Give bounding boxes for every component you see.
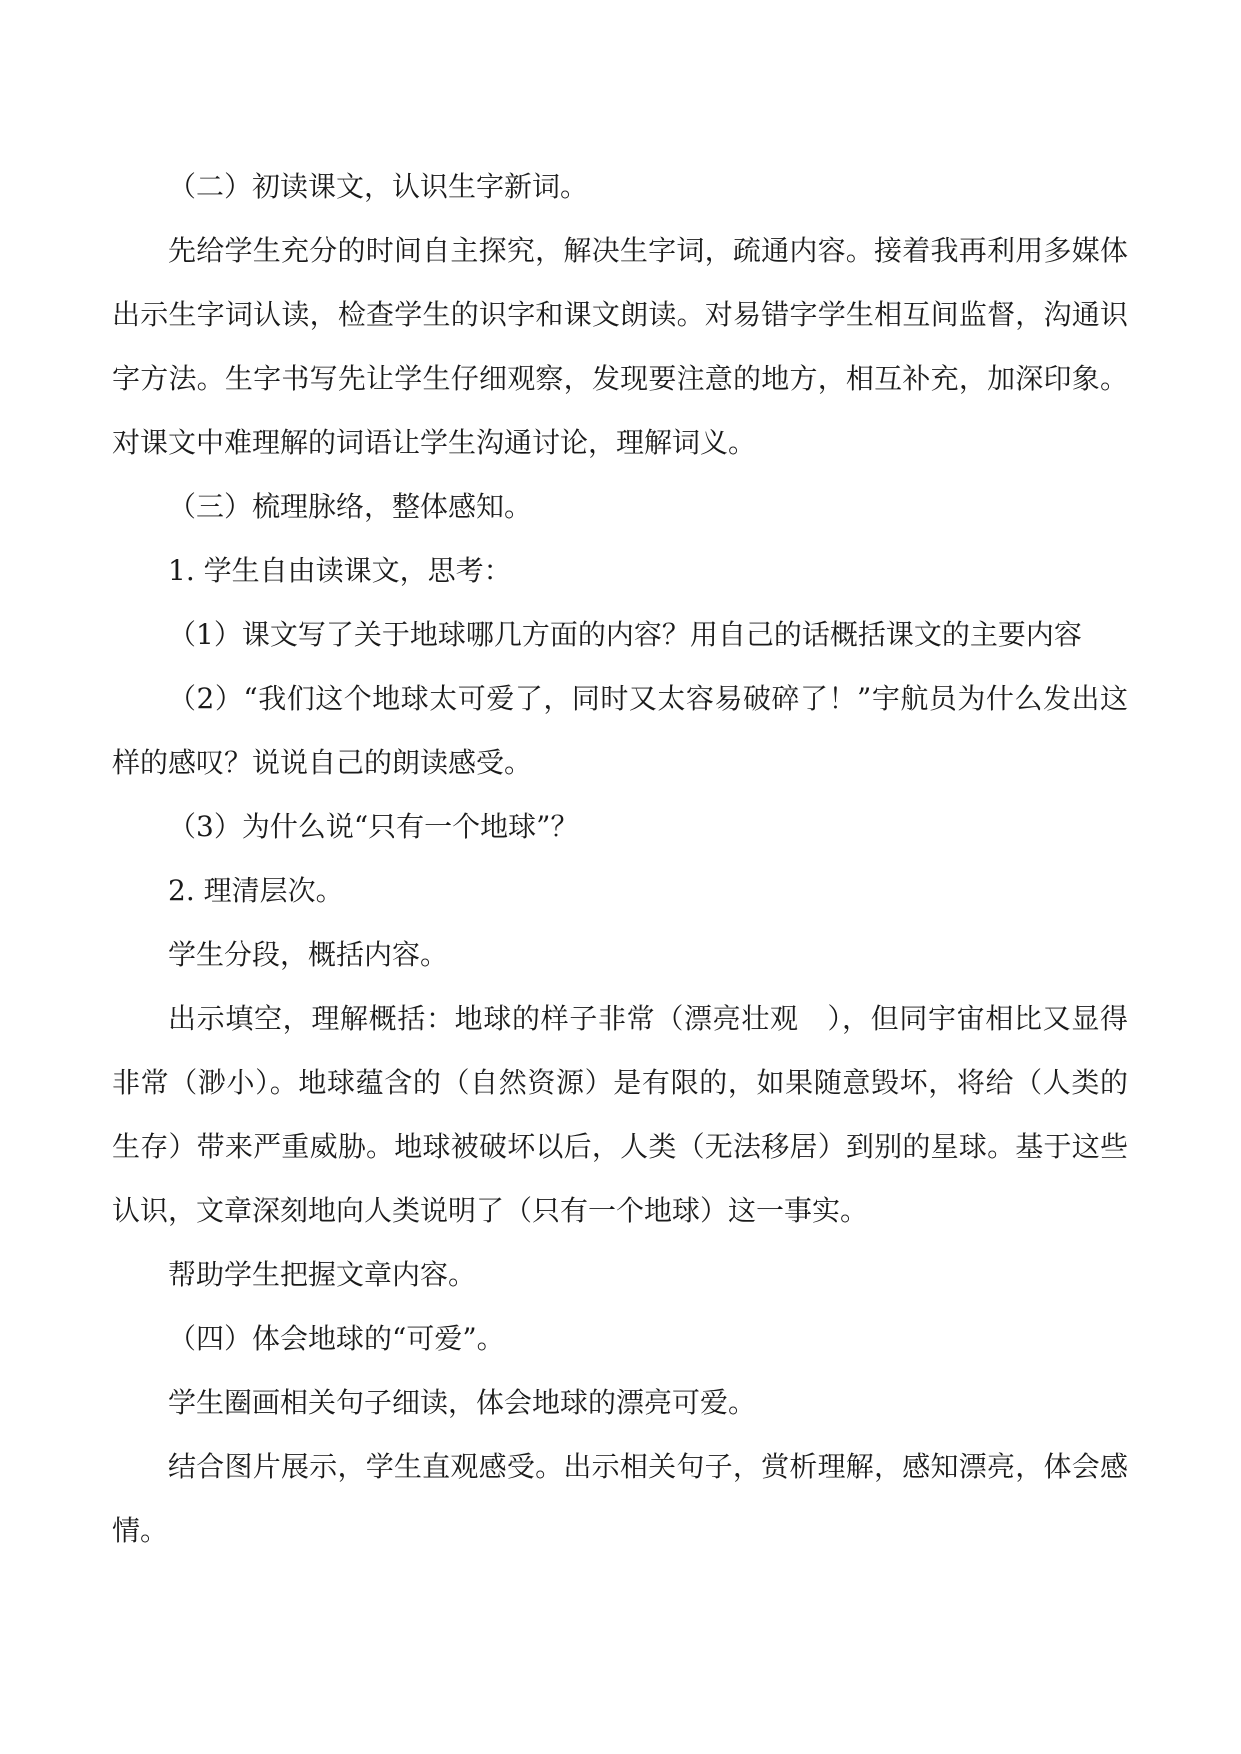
paragraph: 结合图片展示，学生直观感受。出示相关句子，赏析理解，感知漂亮，体会感情。	[112, 1450, 1128, 1547]
question-2: （2）“我们这个地球太可爱了，同时又太容易破碎了！”宇航员为什么发出这样的感叹？说说自己的朗读感受。	[112, 682, 1128, 779]
paragraph: 学生分段，概括内容。	[168, 938, 449, 971]
paragraph: 学生圈画相关句子细读，体会地球的漂亮可爱。	[168, 1386, 757, 1419]
fill-in-paragraph: 出示填空，理解概括：地球的样子非常（漂亮壮观 ），但同宇宙相比又显得非常（渺小）。地球蕴含的（自然资源）是有限的，如果随意毁坏，将给（人类的生存）带来严重威胁。地球被破坏以后，人类（无法移居）到别的星球。基于这些认识，文章深刻地向人类说明了（只有一个地球）这一事实。	[112, 1002, 1128, 1227]
question-1: （1）课文写了关于地球哪几方面的内容？用自己的话概括课文的主要内容	[168, 618, 1082, 651]
paragraph: 帮助学生把握文章内容。	[168, 1258, 477, 1291]
document-body	[112, 155, 1128, 1563]
section-heading-4: （四）体会地球的“可爱”。	[168, 1322, 505, 1355]
list-item-2: 2. 理清层次。	[168, 874, 344, 907]
section-heading-3: （三）梳理脉络，整体感知。	[168, 490, 533, 523]
section-heading-2: （二）初读课文，认识生字新词。	[168, 170, 589, 203]
list-item-1: 1. 学生自由读课文，思考：	[168, 554, 512, 587]
question-3: （3）为什么说“只有一个地球”？	[168, 810, 579, 843]
paragraph: 先给学生充分的时间自主探究，解决生字词，疏通内容。接着我再利用多媒体出示生字词认读，检查学生的识字和课文朗读。对易错字学生相互间监督，沟通识字方法。生字书写先让学生仔细观察，发现要注意的地方，相互补充，加深印象。对课文中难理解的词语让学生沟通讨论，理解词义。	[112, 234, 1128, 459]
